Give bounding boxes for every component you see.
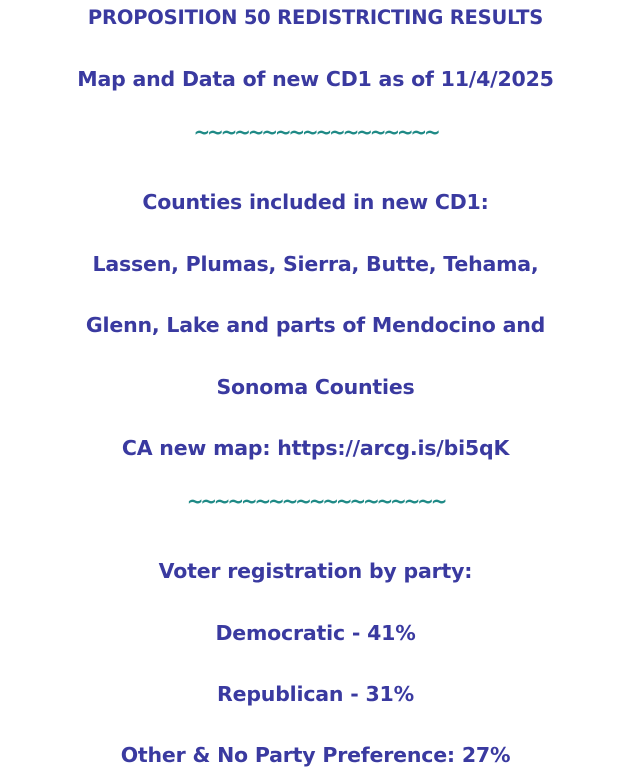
document-title: PROPOSITION 50 REDISTRICTING RESULTS [87,6,544,29]
divider-top: ~~~~~~~~~~~~~~~~~~ [193,120,438,144]
counties-heading: Counties included in new CD1: [142,190,489,214]
registration-item-other: Other & No Party Preference: 27% [120,743,511,767]
counties-line-3: Sonoma Counties [216,375,415,399]
registration-item-democratic: Democratic - 41% [215,621,416,645]
divider-bottom: ~~~~~~~~~~~~~~~~~~~ [186,489,445,513]
map-link[interactable]: CA new map: https://arcg.is/bi5qK [121,436,510,460]
document-subtitle: Map and Data of new CD1 as of 11/4/2025 [77,67,554,91]
registration-item-republican: Republican - 31% [217,682,414,706]
counties-line-1: Lassen, Plumas, Sierra, Butte, Tehama, [92,252,539,276]
counties-line-2: Glenn, Lake and parts of Mendocino and [85,313,546,337]
registration-heading: Voter registration by party: [158,559,473,583]
